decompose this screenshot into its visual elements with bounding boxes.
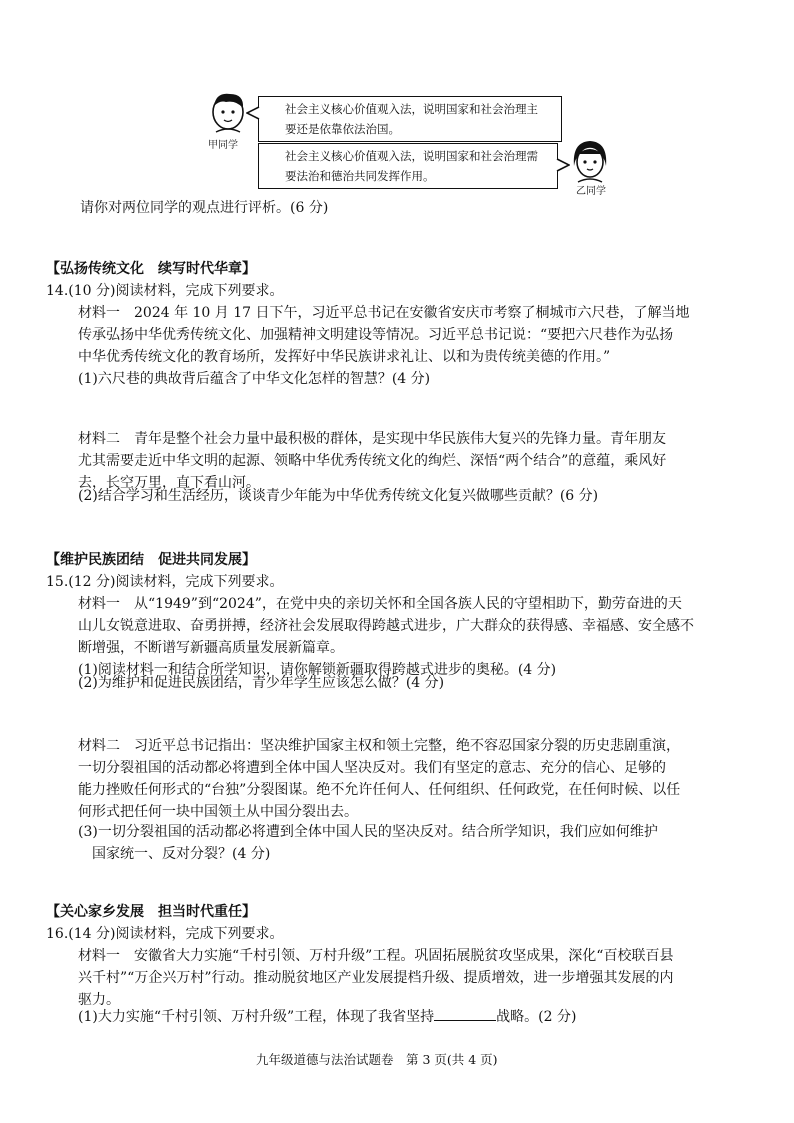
speech-bubble-b [258,143,558,189]
sub-question: (3)一切分裂祖国的活动都必将遭到全体中国人民的坚决反对。结合所学知识，我们应如何维护 [78,824,658,840]
student-b-figure [568,136,612,184]
material-line: 山儿女锐意进取、奋勇拼搏，经济社会发展取得跨越式进步，广大群众的获得感、幸福感、安全感不 [78,618,694,634]
bubble-a-line: 社会主义核心价值观入法，说明国家和社会治理主 [285,102,538,116]
material-line: 材料二 青年是整个社会力量中最积极的群体，是实现中华民族伟大复兴的先锋力量。青年朋友 [78,431,666,447]
student-a-figure [206,88,250,136]
student-a-label: 甲同学 [208,140,238,151]
material-line: 兴千村”“万企兴万村”行动。推动脱贫地区产业发展提档升级、提质增效，进一步增强其发展的内 [78,970,674,986]
material-line: 传承弘扬中华优秀传统文化、加强精神文明建设等情况。习近平总书记说：“要把六尺巷作为弘扬 [78,327,674,343]
bubble-b-line: 要法治和德治共同发挥作用。 [285,169,435,183]
sub-question [78,1006,576,1027]
section-heading: 【维护民族团结 促进共同发展】 [46,552,256,568]
bubble-a-tail [246,106,260,120]
material-line: 何形式把任何一块中国领土从中国分裂出去。 [78,804,358,820]
material-line: 断增强，不断谱写新疆高质量发展新篇章。 [78,640,344,656]
bubble-a-line: 要还是依靠依法治国。 [285,122,400,136]
answer-blank [434,1006,496,1021]
material-line: 能力挫败任何形式的“台独”分裂图谋。绝不允许任何人、任何组织、任何政党，在任何时候、以任 [78,782,681,798]
sub-question: (1)六尺巷的典故背后蕴含了中华文化怎样的智慧？(4 分) [78,371,431,387]
question-title: 16.(14 分)阅读材料，完成下列要求。 [46,926,284,942]
material-line: 一切分裂祖国的活动都必将遭到全体中国人坚决反对。我们有坚定的意志、充分的信心、足够的 [78,760,666,776]
sub-question: (2)结合学习和生活经历，谈谈青少年能为中华优秀传统文化复兴做哪些贡献？(6 分) [78,488,599,504]
material-line: 尤其需要走近中华文明的起源、领略中华优秀传统文化的绚烂、深悟“两个结合”的意蕴，乘风好 [78,453,667,469]
sub-question: (2)为维护和促进民族团结，青少年学生应该怎么做？(4 分) [78,675,445,691]
material-line: 材料一 从“1949”到“2024”，在党中央的亲切关怀和全国各族人民的守望相助下，勤劳奋进的天 [78,596,682,612]
page-footer: 九年级道德与法治试题卷 第 3 页(共 4 页) [256,1052,498,1067]
question-title: 15.(12 分)阅读材料，完成下列要求。 [46,574,284,590]
material-line: 材料一 2024 年 10 月 17 日下午，习近平总书记在安徽省安庆市考察了桐城市六尺巷，了解当地 [78,305,690,321]
q13-prompt: 请你对两位同学的观点进行评析。(6 分) [80,200,329,216]
student-b-label: 乙同学 [576,186,606,197]
sub-question-text: 战略。(2 分) [496,1009,577,1025]
question-title: 14.(10 分)阅读材料，完成下列要求。 [46,283,284,299]
material-line: 材料二 习近平总书记指出：坚决维护国家主权和领土完整，绝不容忍国家分裂的历史悲剧重演， [78,738,680,754]
speech-illustration [0,0,794,200]
bubble-b-line: 社会主义核心价值观入法，说明国家和社会治理需 [285,149,538,163]
material-line: 去，长空万里，直下看山河。 [78,475,260,491]
sub-question: (1)阅读材料一和结合所学知识，请你解锁新疆取得跨越式进步的奥秘。(4 分) [78,662,557,678]
material-line: 材料一 安徽省大力实施“千村引领、万村升级”工程。巩固拓展脱贫攻坚成果，深化“百校联百县 [78,948,674,964]
material-line: 驱力。 [78,992,120,1008]
sub-question-text: (1)大力实施“千村引领、万村升级”工程，体现了我省坚持 [78,1009,435,1025]
section-heading: 【弘扬传统文化 续写时代华章】 [46,261,256,277]
speech-bubble-a [258,96,562,142]
section-heading: 【关心家乡发展 担当时代重任】 [46,904,256,920]
sub-question: 国家统一、反对分裂？(4 分) [92,846,271,862]
material-line: 中华优秀传统文化的教育场所，发挥好中华民族讲求礼让、以和为贵传统美德的作用。” [78,349,611,365]
